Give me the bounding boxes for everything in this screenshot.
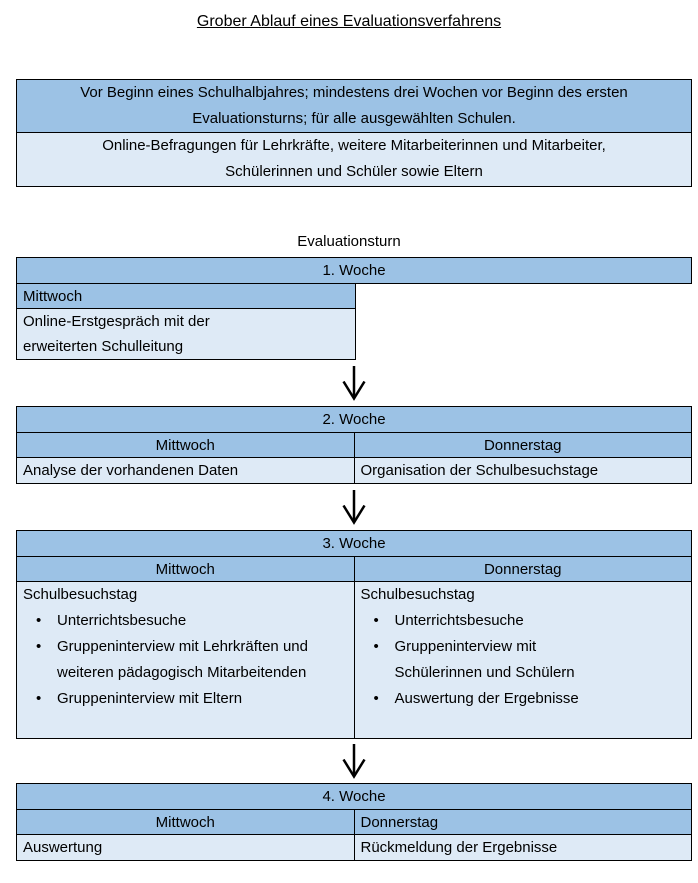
arrow-row-2 [16, 484, 692, 530]
content-title: Schulbesuchstag [23, 586, 138, 604]
week-3-day-mittwoch: Mittwoch [17, 557, 354, 582]
intro-table [16, 79, 692, 187]
week-4-col-mittwoch [17, 810, 354, 860]
week-2-col-donnerstag [354, 433, 692, 483]
week-3-content-donnerstag [355, 582, 692, 738]
intro-row-timing [17, 80, 691, 133]
week-1-table [16, 257, 692, 360]
week-2-col-mittwoch [17, 433, 354, 483]
week-2-table [16, 406, 692, 484]
bullet-item: • Unterrichtsbesuche [361, 608, 692, 634]
bullet-item: • Unterrichtsbesuche [23, 608, 354, 634]
content-title: Schulbesuchstag [360, 586, 475, 604]
week-4-day-mittwoch: Mittwoch [17, 810, 354, 835]
bullet-item: • Gruppeninterview mit Lehrkräften und weiteren pädagogisch Mitarbeitenden [23, 634, 309, 686]
week-3-day-donnerstag: Donnerstag [355, 557, 692, 582]
week-4-content-mittwoch: Auswertung [17, 835, 354, 860]
cycle-label: Evaluationsturn [297, 232, 401, 250]
week-2-header: 2. Woche [17, 407, 691, 433]
week-4-content-donnerstag: Rückmeldung der Ergebnisse [355, 835, 692, 860]
week-2-day-donnerstag: Donnerstag [355, 433, 692, 458]
week-2-content-donnerstag: Organisation der Schulbesuchstage [355, 458, 692, 483]
arrow-row-3 [16, 739, 692, 783]
bullet-list [23, 608, 354, 712]
page-title: Grober Ablauf eines Evaluationsverfahrens [196, 13, 502, 30]
week-4-day-donnerstag: Donnerstag [355, 810, 692, 835]
week-1-header: 1. Woche [16, 257, 692, 284]
week-4-header: 4. Woche [17, 784, 691, 810]
week-2-content-mittwoch: Analyse der vorhandenen Daten [17, 458, 354, 483]
intro-row-surveys [17, 133, 691, 186]
week-4-table [16, 783, 692, 861]
arrow-row-1 [16, 360, 692, 406]
week-3-col-mittwoch [17, 557, 354, 738]
week-3-table [16, 530, 692, 739]
down-arrow-icon [339, 489, 369, 526]
week-2-day-mittwoch: Mittwoch [17, 433, 354, 458]
week-1-content-text: Online-Erstgespräch mit der erweiterten Schulleitung [23, 313, 210, 356]
week-3-col-donnerstag [354, 557, 692, 738]
week-1-subtable [16, 284, 356, 360]
intro-row-surveys-text: Online-Befragungen für Lehrkräfte, weitere Mitarbeiterinnen und Mitarbeiter, Schülerinnen und Schüler sowie Eltern [102, 137, 606, 181]
week-3-content-mittwoch [17, 582, 354, 738]
bullet-list [361, 608, 692, 712]
down-arrow-icon [339, 743, 369, 780]
week-1-day-mittwoch: Mittwoch [17, 284, 355, 309]
week-1-content-cell [17, 309, 355, 359]
bullet-item: • Gruppeninterview mit Eltern [23, 686, 354, 712]
intro-row-timing-text: Vor Beginn eines Schulhalbjahres; mindestens drei Wochen vor Beginn des ersten Evaluationsturns; für alle ausgewählten Schulen. [80, 83, 628, 127]
bullet-item: • Auswertung der Ergebnisse [361, 686, 692, 712]
down-arrow-icon [339, 365, 369, 402]
week-3-header: 3. Woche [17, 531, 691, 557]
week-4-col-donnerstag [354, 810, 692, 860]
bullet-item: • Gruppeninterview mit Schülerinnen und Schülern [361, 634, 610, 686]
